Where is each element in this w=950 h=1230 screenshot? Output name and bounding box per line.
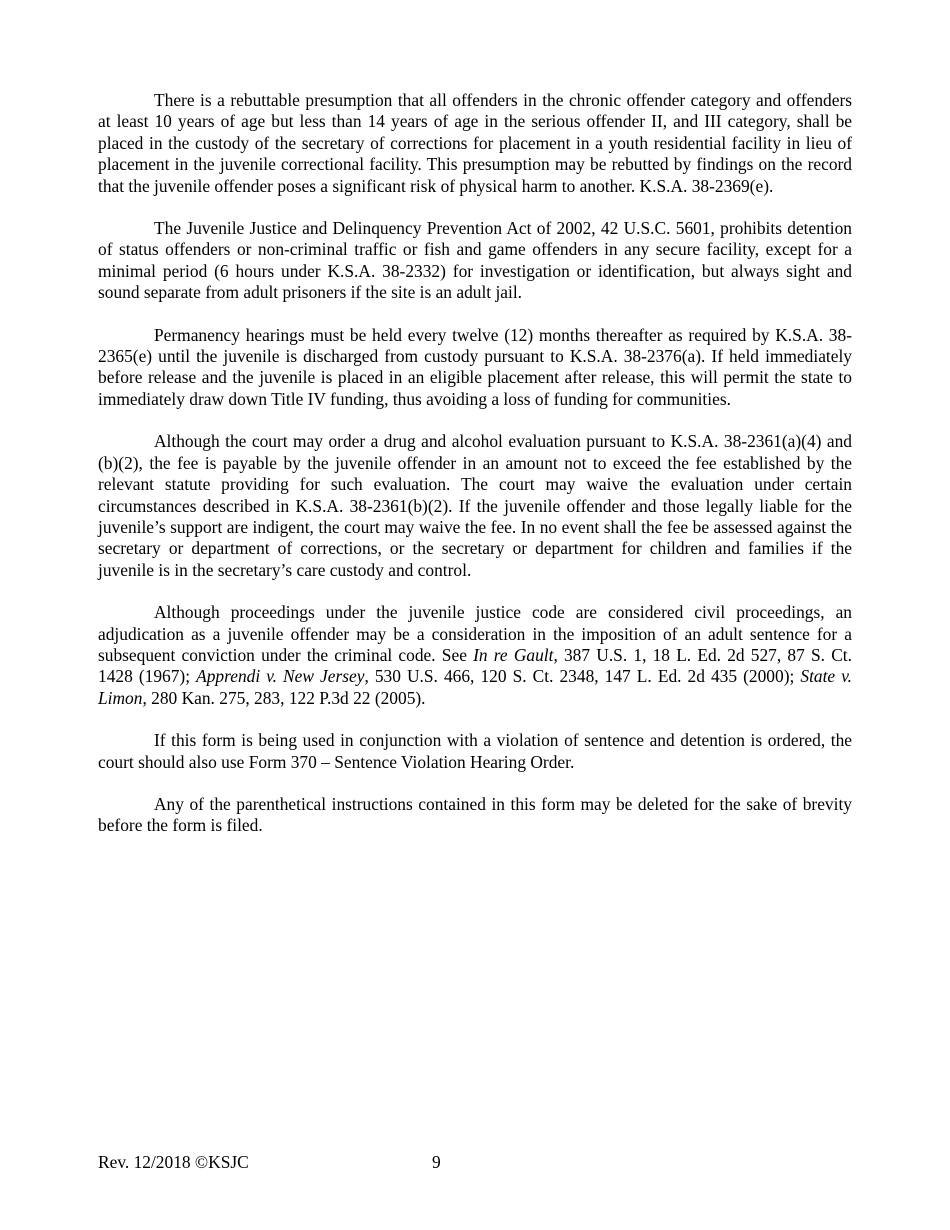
paragraph-3-text: Permanency hearings must be held every twelve (12) months thereafter as required by K.S.A. 38-2365(e) until the juvenile is discharged from custody pursuant to K.S.A. 38-2376(a). If held immediately before release and the juvenile is placed in an eligible placement after release, this will permit the state to immediately draw down Title IV funding, thus avoiding a loss of funding for communities. [98,324,852,409]
paragraph-1 [98,90,852,197]
paragraph-4 [98,431,852,581]
paragraph-6-text: If this form is being used in conjunction with a violation of sentence and detention is ordered, the court should also use Form 370 – Sentence Violation Hearing Order. [98,730,852,772]
paragraph-7-text: Any of the parenthetical instructions contained in this form may be deleted for the sake of brevity before the form is filed. [98,793,852,836]
paragraph-5-text-4: , 280 Kan. 275, 283, 122 P.3d 22 (2005). [142,687,426,708]
document-body [98,90,852,858]
case-citation-in-re-gault: In re Gault [473,644,554,665]
revision-label: Rev. 12/2018 ©KSJC [98,1152,249,1172]
page-number: 9 [432,1152,441,1172]
paragraph-2 [98,218,852,304]
case-citation-apprendi: Apprendi v. New Jersey [196,666,365,687]
paragraph-5-text: Although proceedings under the juvenile justice code are considered civil proceedings, an adjudication as a juvenile offender may be a consideration in the imposition of an adult sentence for a subsequent conviction under the criminal code. See [98,602,852,665]
case-citation-state-v-limon: State v. Limon [98,666,852,708]
paragraph-7 [98,794,852,837]
paragraph-1-text: There is a rebuttable presumption that all offenders in the chronic offender category and offenders at least 10 years of age but less than 14 years of age in the serious offender II, and III category, shall be placed in the custody of the secretary of corrections for placement in a youth residential facility in lieu of placement in the juvenile correctional facility. This presumption may be rebutted by findings on the record that the juvenile offender poses a significant risk of physical harm to another. K.S.A. 38-2369(e). [98,90,852,196]
paragraph-5 [98,602,852,709]
paragraph-6 [98,730,852,773]
paragraph-5-text-3: , 530 U.S. 466, 120 S. Ct. 2348, 147 L. Ed. 2d 435 (2000); [364,666,801,687]
paragraph-4-text: Although the court may order a drug and alcohol evaluation pursuant to K.S.A. 38-2361(a)(4) and (b)(2), the fee is payable by the juvenile offender in an amount not to exceed the fee established by the relevant statute providing for such evaluation. The court may waive the evaluation under certain circumstances described in K.S.A. 38-2361(b)(2). If the juvenile offender and those legally liable for the juvenile’s support are indigent, the court may waive the fee. In no event shall the fee be assessed against the secretary or department of corrections, or the secretary or department for children and families if the juvenile is in the secretary’s care custody and control. [98,431,852,580]
paragraph-5-text-2: , 387 U.S. 1, 18 L. Ed. 2d 527, 87 S. Ct. 1428 (1967); [98,644,852,687]
paragraph-2-text: The Juvenile Justice and Delinquency Prevention Act of 2002, 42 U.S.C. 5601, prohibits detention of status offenders or non-criminal traffic or fish and game offenders in any secure facility, except for a minimal period (6 hours under K.S.A. 38-2332) for investigation or identification, but always sight and sound separate from adult prisoners if the site is an adult jail. [98,218,852,303]
paragraph-3 [98,325,852,411]
